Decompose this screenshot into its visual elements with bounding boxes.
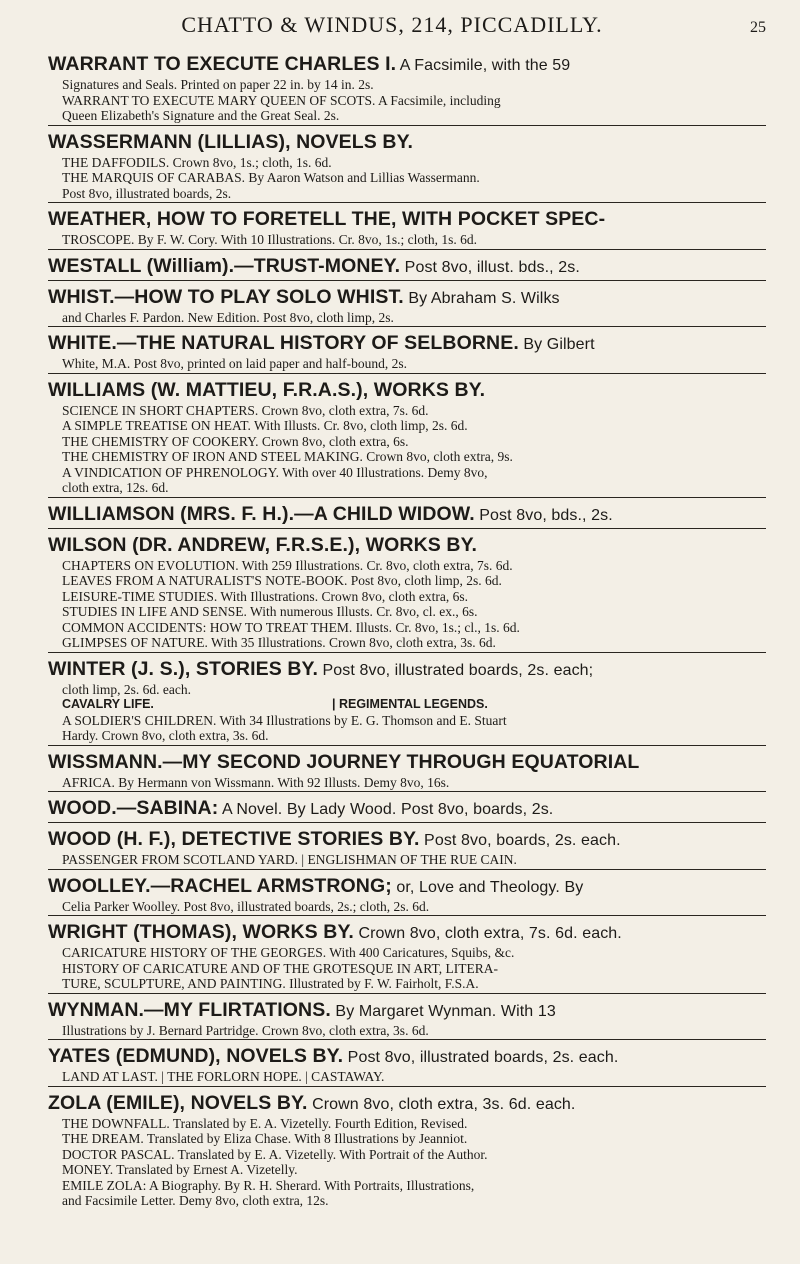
entry-heading-detail: A Novel. By Lady Wood. Post 8vo, boards, 2s.: [218, 801, 554, 818]
catalogue-entry: [48, 875, 766, 917]
entry-line: COMMON ACCIDENTS: HOW TO TREAT THEM. Illusts. Cr. 8vo, 1s.; cl., 1s. 6d.: [62, 619, 520, 635]
entry-line: THE DOWNFALL. Translated by E. A. Vizetelly. Fourth Edition, Revised.: [62, 1115, 468, 1131]
entry-title: WISSMANN.—MY SECOND JOURNEY THROUGH EQUATORIAL: [48, 750, 640, 773]
entry-line: EMILE ZOLA: A Biography. By R. H. Sherard. With Portraits, Illustrations,: [62, 1177, 475, 1193]
page-number: 25: [750, 19, 766, 36]
catalogue-entry: [48, 1045, 766, 1087]
entry-line: Signatures and Seals. Printed on paper 22 in. by 14 in. 2s.: [62, 77, 374, 92]
entry-line: Post 8vo, illustrated boards, 2s.: [62, 185, 232, 201]
entry-line: LEAVES FROM A NATURALIST'S NOTE-BOOK. Post 8vo, cloth limp, 2s. 6d.: [62, 573, 502, 588]
entry-heading: [48, 1092, 766, 1116]
entry-title: WARRANT TO EXECUTE CHARLES I.: [48, 53, 397, 75]
entry-heading: [48, 751, 766, 775]
entry-line: LEISURE-TIME STUDIES. With Illustrations. Crown 8vo, cloth extra, 6s.: [62, 588, 469, 604]
entry-heading: [48, 286, 766, 310]
entry-heading-detail: Post 8vo, boards, 2s. each.: [419, 832, 621, 849]
entry-line: THE CHEMISTRY OF IRON AND STEEL MAKING. Crown 8vo, cloth extra, 9s.: [62, 449, 513, 464]
entry-line: HISTORY OF CARICATURE AND OF THE GROTESQUE IN ART, LITERA-: [62, 960, 498, 976]
entry-title: WASSERMANN (LILLIAS), NOVELS BY.: [48, 130, 414, 153]
entry-heading-detail: Post 8vo, bds., 2s.: [474, 506, 613, 524]
entry-title: WINTER (J. S.), STORIES BY.: [48, 657, 318, 680]
entry-heading-detail: Crown 8vo, cloth extra, 3s. 6d. each.: [307, 1095, 576, 1113]
running-head: [48, 12, 766, 43]
entry-heading: [48, 797, 766, 821]
entry-heading-detail: By Gilbert: [518, 336, 595, 353]
entry-heading: [48, 1045, 766, 1069]
entry-line: THE DAFFODILS. Crown 8vo, 1s.; cloth, 1s. 6d.: [62, 154, 332, 170]
entry-heading-detail: Crown 8vo, cloth extra, 7s. 6d. each.: [353, 925, 622, 942]
entry-column-item: | REGIMENTAL LEGENDS.: [332, 697, 488, 711]
entry-line: MONEY. Translated by Ernest A. Vizetelly.: [62, 1162, 298, 1177]
entry-line: Queen Elizabeth's Signature and the Great Seal. 2s.: [62, 108, 340, 123]
entry-line: A VINDICATION OF PHRENOLOGY. With over 40 Illustrations. Demy 8vo,: [62, 464, 488, 480]
entry-title: WOOLLEY.—RACHEL ARMSTRONG;: [48, 874, 392, 897]
entry-heading-detail: or, Love and Theology. By: [391, 878, 584, 896]
entry-heading: [48, 131, 766, 155]
entry-heading-detail: Post 8vo, illustrated boards, 2s. each.: [343, 1049, 619, 1066]
entry-line: AFRICA. By Hermann von Wissmann. With 92 Illusts. Demy 8vo, 16s.: [62, 774, 450, 790]
entry-title: WESTALL (William).—TRUST-MONEY.: [48, 254, 401, 277]
entry-heading: [48, 255, 766, 279]
entry-title: WILSON (DR. ANDREW, F.R.S.E.), WORKS BY.: [48, 533, 478, 556]
entry-heading-detail: By Margaret Wynman. With 13: [330, 1002, 556, 1020]
entry-heading: [48, 658, 766, 682]
entry-line: cloth extra, 12s. 6d.: [62, 480, 169, 495]
catalogue-entry: [48, 208, 766, 250]
entry-line: CHAPTERS ON EVOLUTION. With 259 Illustrations. Cr. 8vo, cloth extra, 7s. 6d.: [62, 557, 513, 573]
entry-line: THE MARQUIS OF CARABAS. By Aaron Watson and Lillias Wassermann.: [62, 170, 480, 185]
entry-line: Celia Parker Woolley. Post 8vo, illustrated boards, 2s.; cloth, 2s. 6d.: [62, 898, 430, 914]
entry-line: A SIMPLE TREATISE ON HEAT. With Illusts. Cr. 8vo, cloth limp, 2s. 6d.: [62, 418, 468, 433]
entry-line: and Charles F. Pardon. New Edition. Post 8vo, cloth limp, 2s.: [62, 309, 394, 325]
entry-heading: [48, 53, 766, 77]
entry-title: WILLIAMS (W. MATTIEU, F.R.A.S.), WORKS BY.: [48, 378, 486, 401]
entry-heading-detail: A Facsimile, with the 59: [396, 57, 571, 74]
catalogue-entry: [48, 999, 766, 1041]
entry-title: WEATHER, HOW TO FORETELL THE, WITH POCKET SPEC-: [48, 208, 606, 230]
entry-title: WOOD.—SABINA:: [48, 797, 219, 819]
catalogue-entry: [48, 131, 766, 204]
catalogue-list: [48, 53, 766, 1210]
entry-line: WARRANT TO EXECUTE MARY QUEEN OF SCOTS. A Facsimile, including: [62, 92, 501, 108]
entry-line: SCIENCE IN SHORT CHAPTERS. Crown 8vo, cloth extra, 7s. 6d.: [62, 402, 429, 418]
catalogue-entry: [48, 53, 766, 126]
entry-line: cloth limp, 2s. 6d. each.: [62, 681, 191, 697]
catalogue-entry: [48, 332, 766, 374]
catalogue-entry: [48, 921, 766, 994]
entry-line: CARICATURE HISTORY OF THE GEORGES. With 400 Caricatures, Squibs, &c.: [62, 945, 515, 960]
entry-line: STUDIES IN LIFE AND SENSE. With numerous Illusts. Cr. 8vo, cl. ex., 6s.: [62, 604, 478, 619]
entry-heading-detail: By Abraham S. Wilks: [403, 289, 560, 307]
entry-heading-detail: Post 8vo, illustrated boards, 2s. each;: [317, 661, 594, 679]
entry-line: GLIMPSES OF NATURE. With 35 Illustrations. Crown 8vo, cloth extra, 3s. 6d.: [62, 635, 496, 650]
entry-line: LAND AT LAST. | THE FORLORN HOPE. | CASTAWAY.: [62, 1069, 385, 1084]
entry-title: WILLIAMSON (MRS. F. H.).—A CHILD WIDOW.: [48, 502, 475, 525]
catalogue-entry: [48, 828, 766, 870]
catalogue-entry: [48, 751, 766, 793]
entry-line: DOCTOR PASCAL. Translated by E. A. Vizetelly. With Portrait of the Author.: [62, 1146, 488, 1162]
catalogue-entry: [48, 503, 766, 529]
catalogue-entry: [48, 379, 766, 498]
entry-line: THE CHEMISTRY OF COOKERY. Crown 8vo, cloth extra, 6s.: [62, 433, 409, 449]
entry-line: White, M.A. Post 8vo, printed on laid paper and half-bound, 2s.: [62, 356, 407, 371]
entry-heading: [48, 921, 766, 945]
catalogue-entry: [48, 534, 766, 653]
catalogue-entry: [48, 286, 766, 328]
entry-line: Illustrations by J. Bernard Partridge. Crown 8vo, cloth extra, 3s. 6d.: [62, 1022, 429, 1038]
entry-line: Hardy. Crown 8vo, cloth extra, 3s. 6d.: [62, 728, 269, 743]
entry-title: YATES (EDMUND), NOVELS BY.: [48, 1045, 344, 1067]
entry-line: TURE, SCULPTURE, AND PAINTING. Illustrated by F. W. Fairholt, F.S.A.: [62, 976, 479, 991]
entry-title: WOOD (H. F.), DETECTIVE STORIES BY.: [48, 828, 420, 850]
entry-heading: [48, 332, 766, 356]
entry-title: WRIGHT (THOMAS), WORKS BY.: [48, 921, 354, 943]
entry-column-item: CAVALRY LIFE.: [62, 697, 154, 711]
entry-heading: [48, 534, 766, 558]
catalogue-entry: [48, 1092, 766, 1210]
entry-title: WYNMAN.—MY FLIRTATIONS.: [48, 998, 331, 1021]
catalogue-entry: [48, 658, 766, 746]
catalogue-entry: [48, 255, 766, 281]
entry-columns: [48, 697, 766, 713]
entry-heading-detail: Post 8vo, illust. bds., 2s.: [400, 258, 580, 276]
running-title: CHATTO & WINDUS, 214, PICCADILLY.: [181, 12, 603, 37]
entry-title: ZOLA (EMILE), NOVELS BY.: [48, 1091, 308, 1114]
entry-title: WHITE.—THE NATURAL HISTORY OF SELBORNE.: [48, 332, 519, 354]
entry-line: THE DREAM. Translated by Eliza Chase. With 8 Illustrations by Jeanniot.: [62, 1131, 468, 1146]
entry-heading: [48, 503, 766, 527]
entry-title: WHIST.—HOW TO PLAY SOLO WHIST.: [48, 285, 404, 308]
entry-line: TROSCOPE. By F. W. Cory. With 10 Illustrations. Cr. 8vo, 1s.; cloth, 1s. 6d.: [62, 232, 478, 247]
entry-line: and Facsimile Letter. Demy 8vo, cloth extra, 12s.: [62, 1193, 329, 1208]
entry-heading: [48, 208, 766, 232]
entry-line: PASSENGER FROM SCOTLAND YARD. | ENGLISHMAN OF THE RUE CAIN.: [62, 852, 517, 867]
catalogue-entry: [48, 797, 766, 823]
entry-line: A SOLDIER'S CHILDREN. With 34 Illustrations by E. G. Thomson and E. Stuart: [62, 712, 507, 728]
entry-heading: [48, 379, 766, 403]
entry-heading: [48, 875, 766, 899]
entry-heading: [48, 828, 766, 852]
entry-heading: [48, 999, 766, 1023]
